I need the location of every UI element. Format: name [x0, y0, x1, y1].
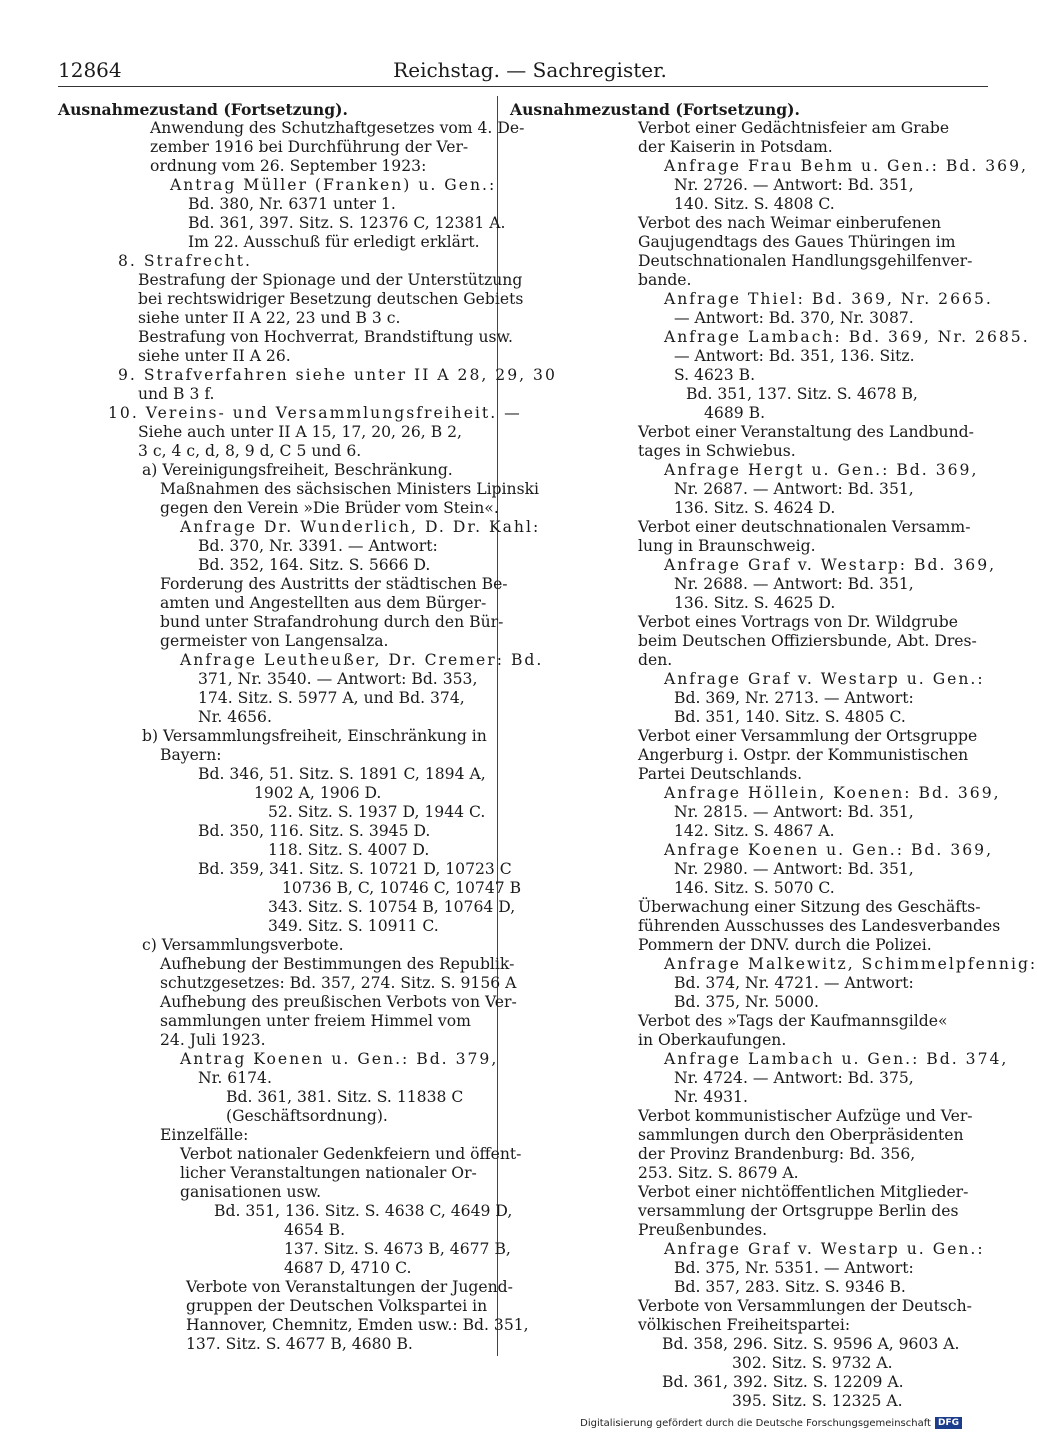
register-line: schutzgesetzes: Bd. 357, 274. Sitz. S. 9156 A — [160, 974, 517, 992]
register-line: 118. Sitz. S. 4007 D. — [268, 841, 430, 859]
register-line: b) Versammlungsfreiheit, Einschränkung in — [142, 727, 487, 745]
register-line: beim Deutschen Offiziersbunde, Abt. Dres- — [638, 632, 977, 650]
register-line: Deutschnationalen Handlungsgehilfenver- — [638, 252, 973, 270]
register-line: Antrag Koenen u. Gen.: Bd. 379, — [180, 1050, 499, 1068]
register-line: Verbot einer deutschnationalen Versamm- — [638, 518, 971, 536]
register-line: bund unter Strafandrohung durch den Bür- — [160, 613, 504, 631]
register-line: (Geschäftsordnung). — [226, 1107, 388, 1125]
register-line: 136. Sitz. S. 4625 D. — [674, 594, 836, 612]
register-line: Pommern der DNV. durch die Polizei. — [638, 936, 932, 954]
register-line: Bd. 361, 392. Sitz. S. 12209 A. — [662, 1373, 904, 1391]
register-line: Anfrage Leutheußer, Dr. Cremer: Bd. — [180, 651, 544, 669]
register-line: lung in Braunschweig. — [638, 537, 816, 555]
register-line: ordnung vom 26. September 1923: — [150, 157, 427, 175]
register-line: Bd. 351, 136. Sitz. S. 4638 C, 4649 D, — [214, 1202, 513, 1220]
register-line: Nr. 2688. — Antwort: Bd. 351, — [674, 575, 914, 593]
register-line: 146. Sitz. S. 5070 C. — [674, 879, 835, 897]
register-line: 343. Sitz. S. 10754 B, 10764 D, — [268, 898, 516, 916]
register-line: Bd. 375, Nr. 5000. — [674, 993, 819, 1011]
register-line: Gaujugendtags des Gaues Thüringen im — [638, 233, 956, 251]
register-line: Anfrage Malkewitz, Schimmelpfennig: — [664, 955, 1037, 973]
register-line: Anfrage Thiel: Bd. 369, Nr. 2665. — [664, 290, 993, 308]
register-line: Verbot des nach Weimar einberufenen — [638, 214, 942, 232]
register-line: Anfrage Dr. Wunderlich, D. Dr. Kahl: — [180, 518, 541, 536]
register-line: 371, Nr. 3540. — Antwort: Bd. 353, — [198, 670, 478, 688]
register-line: 9. Strafverfahren siehe unter II A 28, 29, 30 — [118, 366, 557, 384]
register-line: Bd. 374, Nr. 4721. — Antwort: — [674, 974, 914, 992]
register-line: Verbot eines Vortrags von Dr. Wildgrube — [638, 613, 958, 631]
register-line: ganisationen usw. — [180, 1183, 322, 1201]
page-number: 12864 — [58, 58, 122, 82]
register-line: a) Vereinigungsfreiheit, Beschränkung. — [142, 461, 453, 479]
register-line: Anfrage Frau Behm u. Gen.: Bd. 369, — [664, 157, 1028, 175]
register-line: zember 1916 bei Durchführung der Ver- — [150, 138, 469, 156]
register-line: Anfrage Koenen u. Gen.: Bd. 369, — [664, 841, 994, 859]
register-line: 174. Sitz. S. 5977 A, und Bd. 374, — [198, 689, 465, 707]
register-line: versammlung der Ortsgruppe Berlin des — [638, 1202, 959, 1220]
register-line: Maßnahmen des sächsischen Ministers Lipinski — [160, 480, 540, 498]
running-title: Reichstag. — Sachregister. — [393, 58, 667, 82]
register-line: 302. Sitz. S. 9732 A. — [732, 1354, 893, 1372]
register-line: sammlungen durch den Oberpräsidenten — [638, 1126, 964, 1144]
page-header — [40, 58, 980, 84]
register-line: Aufhebung der Bestimmungen des Republik- — [160, 955, 515, 973]
register-line: Aufhebung des preußischen Verbots von Ver- — [160, 993, 517, 1011]
register-line: Verbot einer nichtöffentlichen Mitglieder- — [638, 1183, 969, 1201]
register-line: sammlungen unter freiem Himmel vom — [160, 1012, 471, 1030]
register-line: Preußenbundes. — [638, 1221, 768, 1239]
register-line: germeister von Langensalza. — [160, 632, 389, 650]
register-line: den. — [638, 651, 673, 669]
register-line: 52. Sitz. S. 1937 D, 1944 C. — [268, 803, 486, 821]
register-line: Anfrage Lambach u. Gen.: Bd. 374, — [664, 1050, 1009, 1068]
header-rule — [58, 86, 988, 87]
dfg-logo: DFG — [935, 1417, 962, 1429]
register-line: Bd. 351, 140. Sitz. S. 4805 C. — [674, 708, 906, 726]
register-line: Bayern: — [160, 746, 222, 764]
register-line: siehe unter II A 26. — [138, 347, 291, 365]
register-line: Bd. 359, 341. Sitz. S. 10721 D, 10723 C — [198, 860, 512, 878]
register-line: gegen den Verein »Die Brüder vom Stein«. — [160, 499, 499, 517]
register-line: Verbot einer Veranstaltung des Landbund- — [638, 423, 974, 441]
register-line: Anwendung des Schutzhaftgesetzes vom 4. De- — [150, 119, 525, 137]
register-line: Anfrage Graf v. Westarp: Bd. 369, — [664, 556, 997, 574]
register-line: Forderung des Austritts der städtischen Be- — [160, 575, 508, 593]
register-line: Partei Deutschlands. — [638, 765, 803, 783]
register-line: 3 c, 4 c, d, 8, 9 d, C 5 und 6. — [138, 442, 362, 460]
register-line: Bd. 346, 51. Sitz. S. 1891 C, 1894 A, — [198, 765, 486, 783]
register-line: Bd. 352, 164. Sitz. S. 5666 D. — [198, 556, 431, 574]
register-line: Verbot des »Tags der Kaufmannsgilde« — [638, 1012, 948, 1030]
register-line: 1902 A, 1906 D. — [254, 784, 382, 802]
left-column — [58, 100, 557, 1354]
register-line: Bd. 351, 137. Sitz. S. 4678 B, — [686, 385, 918, 403]
register-line: Bd. 361, 397. Sitz. S. 12376 C, 12381 A. — [188, 214, 506, 232]
register-line: 395. Sitz. S. 12325 A. — [732, 1392, 903, 1410]
register-line: Ausnahmezustand (Fortsetzung). — [510, 100, 800, 119]
register-line: Hannover, Chemnitz, Emden usw.: Bd. 351, — [186, 1316, 529, 1334]
register-line: Nr. 4656. — [198, 708, 272, 726]
register-line: c) Versammlungsverbote. — [142, 936, 344, 954]
register-line: Anfrage Lambach: Bd. 369, Nr. 2685. — [664, 328, 1030, 346]
register-line: der Kaiserin in Potsdam. — [638, 138, 833, 156]
register-line: S. 4623 B. — [674, 366, 756, 384]
register-line: gruppen der Deutschen Volkspartei in — [186, 1297, 488, 1315]
register-line: Verbot einer Gedächtnisfeier am Grabe — [638, 119, 950, 137]
register-line: Angerburg i. Ostpr. der Kommunistischen — [638, 746, 969, 764]
register-line: Bestrafung der Spionage und der Unterstützung — [138, 271, 523, 289]
register-line: Nr. 6174. — [198, 1069, 272, 1087]
register-line: tages in Schwiebus. — [638, 442, 796, 460]
register-line: Verbot nationaler Gedenkfeiern und öffent- — [180, 1145, 522, 1163]
register-line: in Oberkaufungen. — [638, 1031, 787, 1049]
register-line: der Provinz Brandenburg: Bd. 356, — [638, 1145, 916, 1163]
register-line: Bd. 380, Nr. 6371 unter 1. — [188, 195, 396, 213]
register-line: Nr. 2815. — Antwort: Bd. 351, — [674, 803, 914, 821]
footer-text: Digitalisierung gefördert durch die Deutsche Forschungsgemeinschaft — [580, 1417, 931, 1429]
register-line: 140. Sitz. S. 4808 C. — [674, 195, 835, 213]
register-line: Verbot einer Versammlung der Ortsgruppe — [638, 727, 978, 745]
right-column — [510, 100, 1037, 1411]
register-line: licher Veranstaltungen nationaler Or- — [180, 1164, 477, 1182]
register-line: 137. Sitz. S. 4673 B, 4677 B, — [284, 1240, 511, 1258]
register-line: — Antwort: Bd. 351, 136. Sitz. — [674, 347, 915, 365]
register-line: 137. Sitz. S. 4677 B, 4680 B. — [186, 1335, 413, 1353]
register-line: Anfrage Höllein, Koenen: Bd. 369, — [664, 784, 1001, 802]
register-line: 349. Sitz. S. 10911 C. — [268, 917, 439, 935]
register-line: Anfrage Graf v. Westarp u. Gen.: — [664, 670, 985, 688]
register-line: Bd. 369, Nr. 2713. — Antwort: — [674, 689, 914, 707]
register-line: Im 22. Ausschuß für erledigt erklärt. — [188, 233, 480, 251]
register-line: völkischen Freiheitspartei: — [638, 1316, 851, 1334]
register-line: Verbote von Versammlungen der Deutsch- — [638, 1297, 972, 1315]
register-line: führenden Ausschusses des Landesverbandes — [638, 917, 1001, 935]
register-line: Einzelfälle: — [160, 1126, 249, 1144]
register-line: 4687 D, 4710 C. — [284, 1259, 412, 1277]
register-line: Siehe auch unter II A 15, 17, 20, 26, B 2, — [138, 423, 463, 441]
register-line: bei rechtswidriger Besetzung deutschen Gebiets — [138, 290, 524, 308]
register-line: amten und Angestellten aus dem Bürger- — [160, 594, 487, 612]
register-line: Antrag Müller (Franken) u. Gen.: — [170, 176, 497, 194]
register-line: 136. Sitz. S. 4624 D. — [674, 499, 836, 517]
register-line: Verbote von Veranstaltungen der Jugend- — [186, 1278, 513, 1296]
register-line: Nr. 2980. — Antwort: Bd. 351, — [674, 860, 914, 878]
register-line: Anfrage Graf v. Westarp u. Gen.: — [664, 1240, 985, 1258]
register-line: Bd. 375, Nr. 5351. — Antwort: — [674, 1259, 914, 1277]
register-line: — Antwort: Bd. 370, Nr. 3087. — [674, 309, 914, 327]
register-line: 24. Juli 1923. — [160, 1031, 266, 1049]
footer-credit — [580, 1417, 962, 1429]
register-line: Bestrafung von Hochverrat, Brandstiftung usw. — [138, 328, 513, 346]
register-line: siehe unter II A 22, 23 und B 3 c. — [138, 309, 401, 327]
register-line: 253. Sitz. S. 8679 A. — [638, 1164, 799, 1182]
register-line: und B 3 f. — [138, 385, 215, 403]
register-line: 4689 B. — [704, 404, 766, 422]
register-line: Überwachung einer Sitzung des Geschäfts- — [638, 898, 981, 916]
register-line: Nr. 4724. — Antwort: Bd. 375, — [674, 1069, 914, 1087]
register-line: Ausnahmezustand (Fortsetzung). — [58, 100, 348, 119]
register-line: 4654 B. — [284, 1221, 346, 1239]
register-line: Bd. 350, 116. Sitz. S. 3945 D. — [198, 822, 431, 840]
register-line: bande. — [638, 271, 692, 289]
register-line: Nr. 4931. — [674, 1088, 748, 1106]
register-line: Bd. 370, Nr. 3391. — Antwort: — [198, 537, 438, 555]
register-line: Bd. 358, 296. Sitz. S. 9596 A, 9603 A. — [662, 1335, 960, 1353]
register-line: Nr. 2726. — Antwort: Bd. 351, — [674, 176, 914, 194]
register-line: Bd. 361, 381. Sitz. S. 11838 C — [226, 1088, 464, 1106]
register-line: Bd. 357, 283. Sitz. S. 9346 B. — [674, 1278, 906, 1296]
register-line: Anfrage Hergt u. Gen.: Bd. 369, — [664, 461, 979, 479]
register-line: 10. Vereins- und Versammlungsfreiheit. — — [108, 404, 522, 422]
register-line: 10736 B, C, 10746 C, 10747 B — [282, 879, 522, 897]
register-line: 8. Strafrecht. — [118, 252, 252, 270]
register-line: Verbot kommunistischer Aufzüge und Ver- — [638, 1107, 973, 1125]
register-line: Nr. 2687. — Antwort: Bd. 351, — [674, 480, 914, 498]
register-line: 142. Sitz. S. 4867 A. — [674, 822, 835, 840]
